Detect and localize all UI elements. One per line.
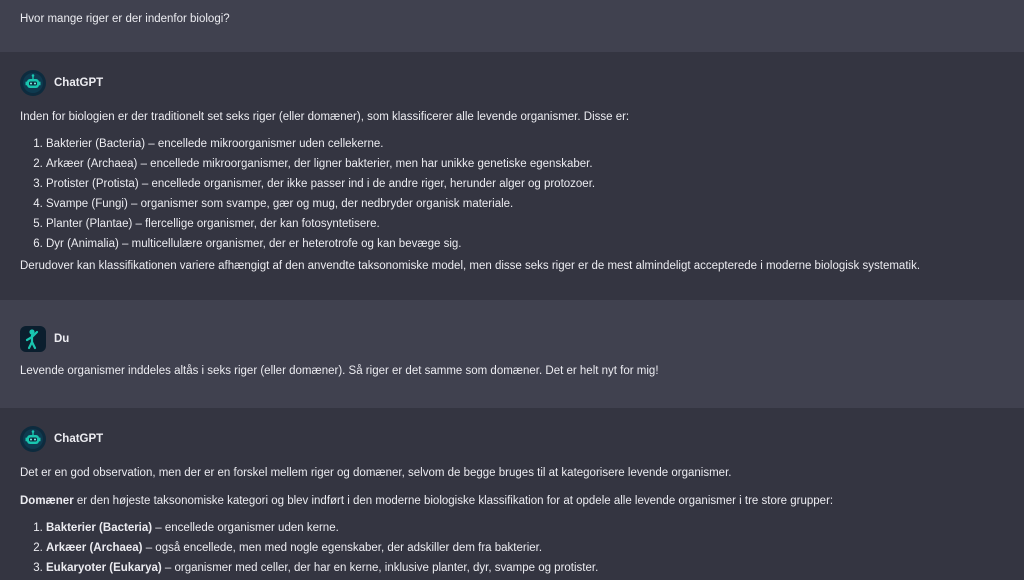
user-message-2-text: Levende organismer inddeles altås i seks riger (eller domæner). Så riger er det samme som domæner. Det er helt nyt for mig! [20, 365, 659, 377]
message-header [20, 425, 1004, 453]
list-item: 3. Protister (Protista) – encellede organismer, der ikke passer ind i de andre riger, herunder alger og protozoer. [46, 176, 1004, 196]
domains-definition: er den højeste taksonomiske kategori og blev indført i den moderne biologiske klassifikation for at opdele alle levende organismer i tre store grupper: [73, 495, 834, 507]
message-header [20, 325, 1004, 353]
list-item-text: – også encellede, men med nogle egenskaber, der adskiller dem fra bakterier. [142, 542, 543, 554]
list-item: 1. Bakterier (Bacteria) – encellede mikroorganismer uden cellekerne. [46, 136, 1004, 156]
list-item-term: Eukaryoter (Eukarya) [46, 562, 162, 574]
answer-1-intro: Inden for biologien er der traditionelt set seks riger (eller domæner), som klassificerer alle levende organismer. Disse er: [20, 111, 630, 123]
message-header [20, 69, 1004, 97]
list-item: 5. Planter (Plantae) – flercellige organismer, der kan fotosyntetisere. [46, 216, 1004, 236]
assistant-name: ChatGPT [54, 433, 104, 445]
user-name: Du [54, 333, 70, 345]
list-item [46, 540, 1004, 560]
user-message-1-text: Hvor mange riger er der indenfor biologi? [20, 13, 230, 25]
list-item: 2. Arkæer (Archaea) – encellede mikroorganismer, der ligner bakterier, men har unikke genetiske egenskaber. [46, 156, 1004, 176]
user-message-1 [0, 0, 1024, 52]
robot-icon [20, 426, 46, 452]
person-waving-icon [20, 326, 46, 352]
list-item-text: – encellede organismer uden kerne. [152, 522, 339, 534]
list-item-text: – organismer med celler, der har en kerne, inklusive planter, dyr, svampe og protister. [161, 562, 599, 574]
robot-icon [20, 70, 46, 96]
list-item: 4. Svampe (Fungi) – organismer som svampe, gær og mug, der nedbryder organisk materiale. [46, 196, 1004, 216]
answer-1-outro: Derudover kan klassifikationen variere afhængigt af den anvendte taksonomiske model, men disse seks riger er de mest almindeligt accepterede i moderne biologisk systematik. [20, 260, 921, 272]
user-message-2 [0, 300, 1024, 408]
list-item-term: Bakterier (Bacteria) [46, 522, 153, 534]
list-item-term: Arkæer (Archaea) [46, 542, 143, 554]
domains-term: Domæner [20, 495, 74, 507]
list-item: 6. Dyr (Animalia) – multicellulære organismer, der er heterotrofe og kan bevæge sig. [46, 236, 1004, 256]
answer-2-intro: Det er en god observation, men der er en forskel mellem riger og domæner, selvom de begge bruges til at kategorisere levende organismer. [20, 467, 732, 479]
assistant-message-2 [0, 408, 1024, 572]
assistant-message-1 [0, 52, 1024, 300]
answer-2-domains-paragraph [20, 493, 1004, 509]
answer-2-list [20, 520, 1004, 580]
assistant-name: ChatGPT [54, 77, 104, 89]
answer-1-list [20, 136, 1004, 256]
list-item [46, 520, 1004, 540]
list-item [46, 560, 1004, 580]
